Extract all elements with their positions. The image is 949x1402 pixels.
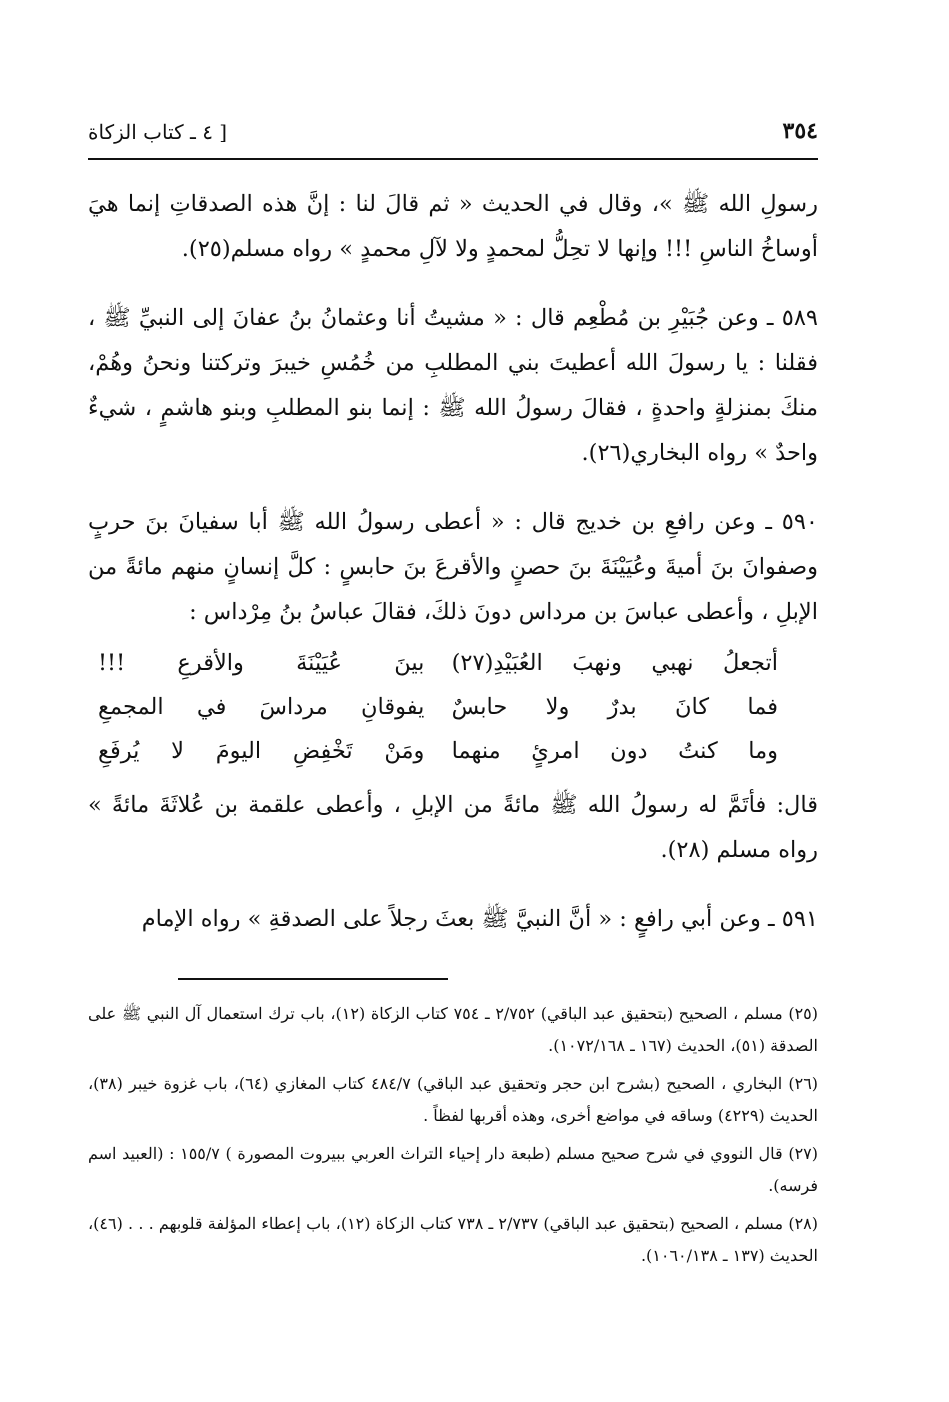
footnotes [88, 998, 818, 1278]
verse-first-hemistich: وما كنتُ دون امرئٍ منهما [451, 738, 778, 764]
section-title: [ ٤ ـ كتاب الزكاة [88, 120, 228, 144]
footnote-26: (٢٦) البخاري ، الصحيح (بشرح ابن حجر وتحقيق عبد الباقي) ٤٨٤/٧ كتاب المغازي (٦٤)، باب غزوة خيبر (٣٨)، الحديث (٤٢٢٩) وساقه في مواضع أخرى، وهذه أقربها لفظاً . [88, 1074, 819, 1125]
poem-verse [88, 641, 818, 685]
header-rule [88, 158, 818, 160]
book-page [88, 118, 819, 1265]
verse-first-hemistich: أتجعلُ نهبي ونهبَ العُبَيْدِ(٢٧) [451, 650, 778, 676]
narrator-statement: قال: فأتَمَّ له رسولُ الله ﷺ مائةً من الإبلِ ، وأعطى علقمة بن عُلاثَةَ مائةً » رواه مسلم (٢٨). [88, 792, 818, 863]
page-number: ٣٥٤ [782, 118, 818, 144]
main-text [88, 182, 818, 966]
hadith-591: ٥٩١ ـ وعن أبي رافعٍ : « أنَّ النبيَّ ﷺ بعثَ رجلاً على الصدقةِ » رواه الإمام [141, 906, 818, 932]
poem-verse [88, 729, 818, 773]
verse-second-hemistich: يفوقانِ مرداسَ في المجمعِ [98, 694, 425, 720]
poem-verse [88, 685, 818, 729]
verse-second-hemistich: بينَ عُيَيْنَةَ والأقرعِ !!! [98, 650, 425, 676]
footnote-25: (٢٥) مسلم ، الصحيح (بتحقيق عبد الباقي) ٢/٧٥٢ ـ ٧٥٤ كتاب الزكاة (١٢)، باب ترك استعمال آل النبي ﷺ على الصدقة (٥١)، الحديث (١٦٧ ـ ١٠٧٢/١٦٨). [88, 1004, 819, 1055]
footnote-27: (٢٧) قال النووي في شرح صحيح مسلم (طبعة دار إحياء التراث العربي ببيروت المصورة ) ١٥٥/٧ : (العبيد اسم فرسه). [88, 1144, 819, 1195]
page-header [88, 118, 818, 152]
footnote-rule [178, 978, 448, 980]
poem [88, 641, 818, 773]
hadith-590: ٥٩٠ ـ وعن رافعِ بن خديج قال : « أعطى رسولُ الله ﷺ أبا سفيانَ بنَ حربٍ وصفوانَ بنَ أميةَ وعُيَيْنَةَ بنَ حصنٍ والأقرعَ بنَ حابسٍ : كلَّ إنسانٍ منهم مائةً من الإبلِ ، وأعطى عباسَ بن مرداس دونَ ذلكَ، فقالَ عباسُ بنُ مِرْداس : [88, 509, 818, 625]
footnote-28: (٢٨) مسلم ، الصحيح (بتحقيق عبد الباقي) ٢/٧٣٧ ـ ٧٣٨ كتاب الزكاة (١٢)، باب إعطاء المؤلفة قلوبهم . . . (٤٦)، الحديث (١٣٧ ـ ١٠٦٠/١٣٨). [88, 1214, 819, 1265]
verse-first-hemistich: فما كانَ بدرٌ ولا حابسٌ [451, 694, 778, 720]
verse-second-hemistich: ومَنْ تَخْفِضِ اليومَ لا يُرفَعِ [98, 738, 425, 764]
hadith-589: ٥٨٩ ـ وعن جُبَيْرِ بن مُطْعِم قال : « مشيتُ أنا وعثمانُ بنُ عفانَ إلى النبيِّ ﷺ ، فقلنا : يا رسولَ الله أعطيتَ بني المطلبِ من خُمُسِ خيبرَ وتركتنا ونحنُ وهُمْ، منكَ بمنزلةٍ واحدةٍ ، فقالَ رسولُ الله ﷺ : إنما بنو المطلبِ وبنو هاشمٍ ، شيءٌ واحدٌ » رواه البخاري(٢٦). [88, 305, 818, 466]
paragraph-continuation: رسولِ الله ﷺ »، وقال في الحديث « ثم قالَ لنا : إنَّ هذه الصدقاتِ إنما هيَ أوساخُ الناسِ !!! وإنها لا تحِلُّ لمحمدٍ ولا لآلِ محمدٍ » رواه مسلم(٢٥). [88, 191, 818, 262]
